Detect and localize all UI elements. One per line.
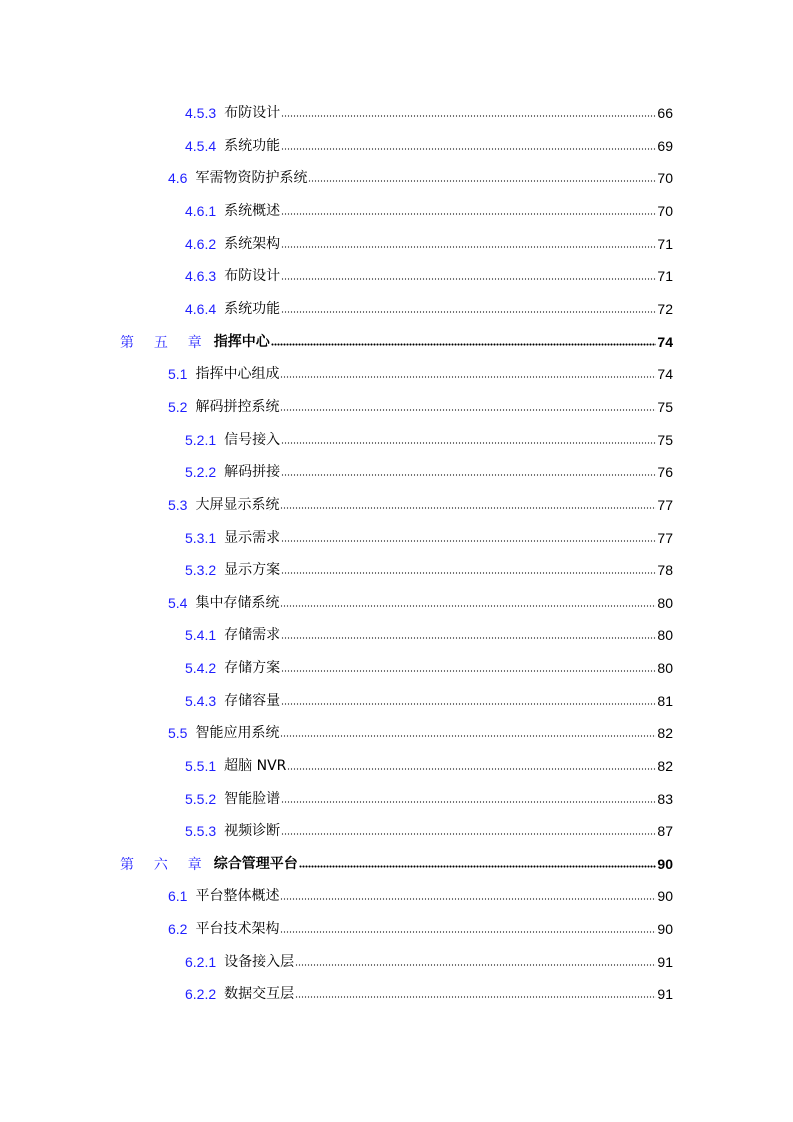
toc-title: 存储容量 [224, 693, 281, 709]
toc-page-number: 80 [657, 660, 673, 676]
toc-number: 5.1 [168, 366, 188, 382]
toc-title: 指挥中心组成 [195, 366, 280, 382]
toc-number: 5.5.2 [185, 791, 217, 807]
toc-entry[interactable] [185, 101, 673, 121]
toc-page-number: 90 [657, 856, 673, 872]
toc-title: 系统架构 [224, 236, 281, 252]
toc-page-number: 74 [657, 366, 673, 382]
toc-entry[interactable] [185, 689, 673, 709]
toc-title: 平台技术架构 [195, 921, 280, 937]
toc-entry[interactable] [185, 428, 673, 448]
toc-entry[interactable] [168, 166, 673, 186]
toc-title: 存储方案 [224, 660, 281, 676]
toc-page-number: 75 [657, 432, 673, 448]
dot-leader [295, 964, 656, 966]
toc-title: 平台整体概述 [195, 888, 280, 904]
toc-page-number: 90 [657, 888, 673, 904]
dot-leader [281, 474, 656, 476]
toc-title: 大屏显示系统 [195, 497, 280, 513]
dot-leader [280, 409, 656, 411]
dot-leader [281, 213, 656, 215]
dot-leader [281, 540, 656, 542]
toc-number: 5.2.2 [185, 464, 217, 480]
toc-title: 布防设计 [224, 105, 281, 121]
toc-page-number: 82 [657, 758, 673, 774]
toc-title: 信号接入 [224, 432, 281, 448]
toc-page-number: 69 [657, 138, 673, 154]
toc-number: 5.3 [168, 497, 188, 513]
toc-number: 4.6.3 [185, 268, 217, 284]
toc-title: 系统功能 [224, 301, 281, 317]
toc-title: 智能应用系统 [195, 725, 280, 741]
dot-leader [281, 115, 656, 117]
toc-page-number: 78 [657, 562, 673, 578]
toc-page-number: 87 [657, 823, 673, 839]
dot-leader [308, 180, 656, 182]
toc-number: 5.2.1 [185, 432, 217, 448]
toc-entry[interactable] [185, 558, 673, 578]
toc-chapter-title: 综合管理平台 [213, 856, 298, 872]
toc-page-number: 72 [657, 301, 673, 317]
toc-title: 智能脸谱 [224, 791, 281, 807]
dot-leader [281, 278, 656, 280]
dot-leader [271, 343, 657, 346]
toc-page-number: 90 [657, 921, 673, 937]
toc-title: 系统功能 [224, 138, 281, 154]
toc-number: 4.6 [168, 170, 188, 186]
toc-page-number: 91 [657, 954, 673, 970]
toc-title: 集中存储系统 [195, 595, 280, 611]
toc-entry[interactable] [185, 199, 673, 219]
toc-title: 存储需求 [224, 627, 281, 643]
toc-entry[interactable] [185, 623, 673, 643]
dot-leader [281, 703, 656, 705]
dot-leader [281, 670, 656, 672]
toc-page-number: 91 [657, 986, 673, 1002]
toc-entry[interactable] [185, 232, 673, 252]
toc-title: 系统概述 [224, 203, 281, 219]
toc-entry[interactable] [168, 591, 673, 611]
toc-number: 5.4.2 [185, 660, 217, 676]
toc-number: 5.5.1 [185, 758, 217, 774]
toc-title: 解码拼控系统 [195, 399, 280, 415]
toc-page-number: 74 [657, 334, 673, 350]
dot-leader [295, 996, 656, 998]
toc-entry[interactable] [168, 884, 673, 904]
dot-leader [299, 865, 657, 868]
toc-number: 4.6.2 [185, 236, 217, 252]
toc-entry[interactable] [185, 950, 673, 970]
toc-title: 军需物资防护系统 [195, 170, 308, 186]
toc-entry[interactable] [168, 493, 673, 513]
dot-leader [280, 931, 656, 933]
toc-title: 显示方案 [224, 562, 281, 578]
dot-leader [281, 311, 656, 313]
toc-entry[interactable] [185, 982, 673, 1002]
toc-entry[interactable] [168, 917, 673, 937]
toc-entry[interactable] [185, 134, 673, 154]
toc-chapter-title: 指挥中心 [213, 334, 270, 350]
toc-page-number: 82 [657, 725, 673, 741]
toc-page-number: 70 [657, 203, 673, 219]
toc-number: 4.5.3 [185, 105, 217, 121]
toc-page-number: 81 [657, 693, 673, 709]
toc-chapter-number: 第 五 章 [120, 334, 210, 350]
toc-page-number: 83 [657, 791, 673, 807]
toc-page-number: 80 [657, 595, 673, 611]
dot-leader [280, 507, 656, 509]
toc-entry[interactable] [185, 787, 673, 807]
toc-number: 5.5.3 [185, 823, 217, 839]
toc-title: 数据交互层 [224, 986, 295, 1002]
dot-leader [281, 637, 656, 639]
dot-leader [280, 376, 656, 378]
toc-page-number: 77 [657, 497, 673, 513]
dot-leader [287, 768, 656, 770]
toc-number: 5.4 [168, 595, 188, 611]
toc-number: 6.2 [168, 921, 188, 937]
toc-number: 5.5 [168, 725, 188, 741]
toc-number: 4.5.4 [185, 138, 217, 154]
dot-leader [281, 833, 656, 835]
toc-number: 4.6.4 [185, 301, 217, 317]
toc-entry[interactable] [185, 754, 673, 774]
toc-number: 6.2.2 [185, 986, 217, 1002]
toc-number: 6.2.1 [185, 954, 217, 970]
toc-entry[interactable] [168, 395, 673, 415]
toc-page-number: 77 [657, 530, 673, 546]
dot-leader [281, 801, 656, 803]
toc-entry[interactable] [185, 460, 673, 480]
toc-entry[interactable] [185, 264, 673, 284]
dot-leader [281, 246, 656, 248]
toc-page-number: 76 [657, 464, 673, 480]
toc-number: 6.1 [168, 888, 188, 904]
toc-page-number: 71 [657, 236, 673, 252]
dot-leader [280, 898, 656, 900]
toc-number: 5.4.1 [185, 627, 217, 643]
toc-page-number: 66 [657, 105, 673, 121]
toc-title: 超脑 NVR [224, 758, 287, 774]
toc-number: 5.3.1 [185, 530, 217, 546]
toc-title: 视频诊断 [224, 823, 281, 839]
toc-chapter-entry[interactable] [120, 852, 673, 872]
toc-page-number: 75 [657, 399, 673, 415]
toc-page-number: 71 [657, 268, 673, 284]
toc-number: 5.3.2 [185, 562, 217, 578]
dot-leader [281, 148, 656, 150]
dot-leader [280, 605, 656, 607]
toc-number: 4.6.1 [185, 203, 217, 219]
toc-entry[interactable] [185, 656, 673, 676]
toc-page-number: 80 [657, 627, 673, 643]
dot-leader [281, 572, 656, 574]
toc-entry[interactable] [185, 819, 673, 839]
toc-number: 5.2 [168, 399, 188, 415]
toc-chapter-entry[interactable] [120, 330, 673, 350]
toc-number: 5.4.3 [185, 693, 217, 709]
toc-title: 布防设计 [224, 268, 281, 284]
toc-entry[interactable] [168, 721, 673, 741]
toc-title: 设备接入层 [224, 954, 295, 970]
toc-chapter-number: 第 六 章 [120, 856, 210, 872]
toc-entry[interactable] [185, 297, 673, 317]
toc-entry[interactable] [168, 362, 673, 382]
toc-title: 显示需求 [224, 530, 281, 546]
dot-leader [281, 442, 656, 444]
toc-title: 解码拼接 [224, 464, 281, 480]
toc-page-number: 70 [657, 170, 673, 186]
dot-leader [280, 735, 656, 737]
toc-entry[interactable] [185, 526, 673, 546]
